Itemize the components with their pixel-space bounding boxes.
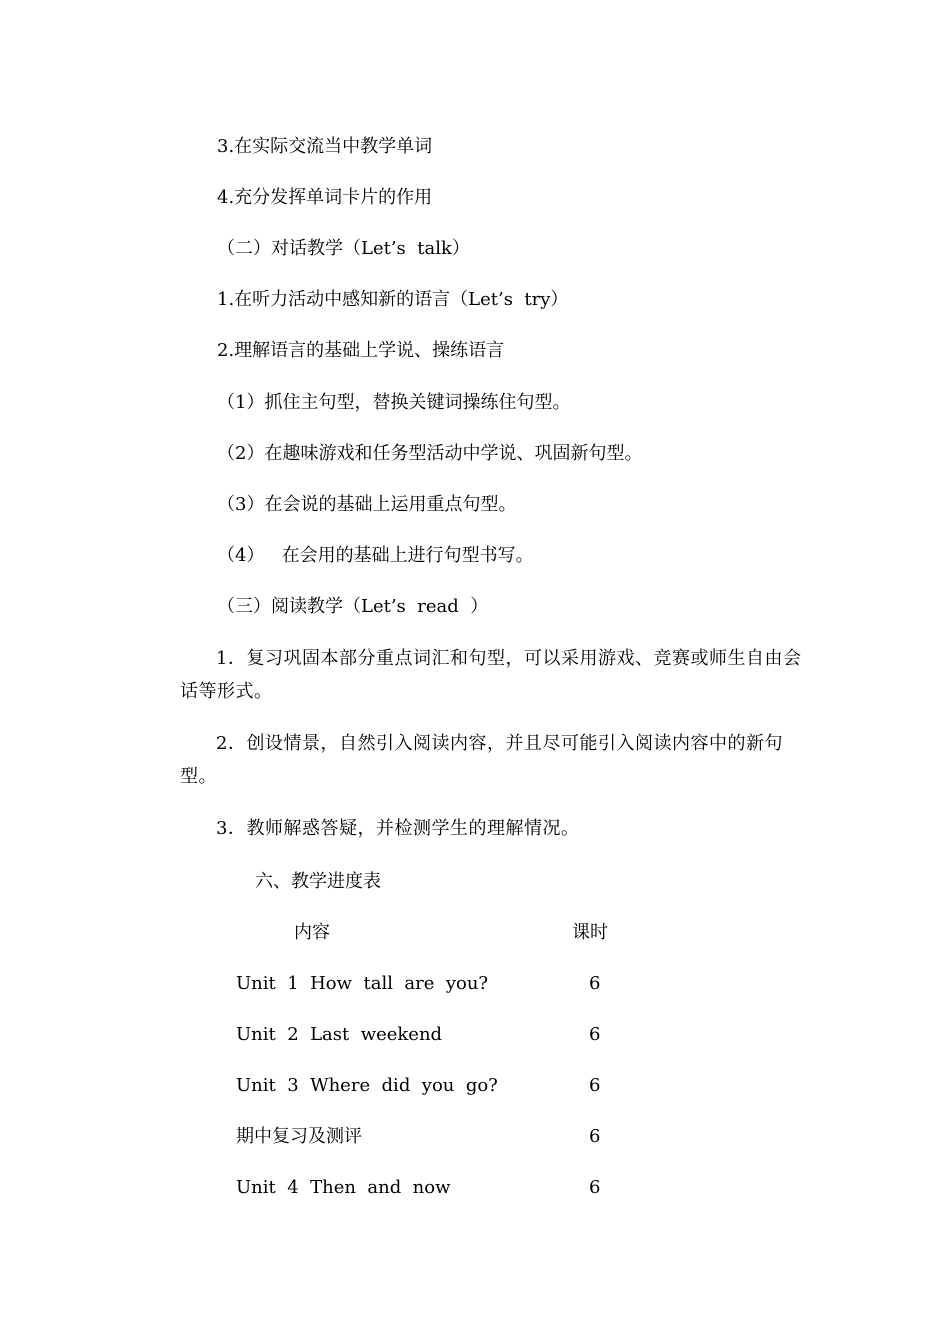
paragraph: 3．教师解惑答疑，并检测学生的理解情况。 [216,818,580,839]
text-line: 1.在听力活动中感知新的语言（Let’s try） [217,289,569,310]
table-cell-hours: 6 [589,1126,601,1147]
text-line: （1）抓住主句型，替换关键词操练住句型。 [217,392,571,413]
text-line: （3）在会说的基础上运用重点句型。 [217,494,517,515]
text-line: （4） 在会用的基础上进行句型书写。 [217,545,534,566]
paragraph: 1．复习巩固本部分重点词汇和句型，可以采用游戏、竞赛或师生自由会话等形式。 [180,648,802,702]
section-heading-reading: （三）阅读教学（Let’s read ） [217,596,489,617]
table-cell-hours: 6 [589,1024,601,1045]
text-line: 2.理解语言的基础上学说、操练语言 [217,340,505,361]
table-cell-hours: 6 [589,1177,601,1198]
table-cell-content: Unit 3 Where did you go? [236,1075,498,1096]
paragraph: 2．创设情景，自然引入阅读内容，并且尽可能引入阅读内容中的新句型。 [180,733,783,787]
section-heading-dialogue: （二）对话教学（Let’s talk） [217,238,470,259]
text-line: 3.在实际交流当中教学单词 [217,136,433,157]
table-cell-content: Unit 1 How tall are you? [236,973,489,994]
table-cell-content: Unit 4 Then and now [236,1177,451,1198]
table-header-hours: 课时 [572,922,608,943]
table-cell-hours: 6 [589,1075,601,1096]
table-cell-content: Unit 2 Last weekend [236,1024,443,1045]
section-title: 六、教学进度表 [255,871,381,892]
table-header-content: 内容 [294,922,330,943]
table-cell-hours: 6 [589,973,601,994]
text-line: 4.充分发挥单词卡片的作用 [217,187,433,208]
text-line: （2）在趣味游戏和任务型活动中学说、巩固新句型。 [217,443,643,464]
table-cell-content: 期中复习及测评 [236,1126,362,1147]
